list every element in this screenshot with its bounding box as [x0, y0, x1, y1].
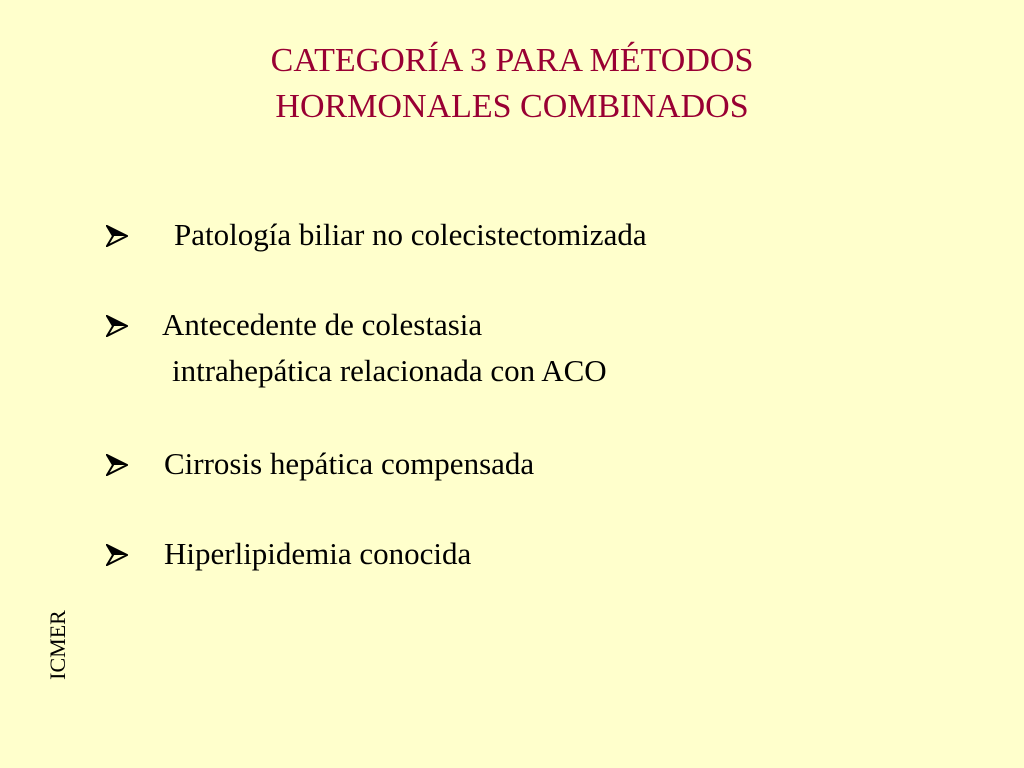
slide-title: [0, 38, 1024, 130]
bullet-text-line: Patología biliar no colecistectomizada: [174, 217, 647, 252]
slide-title-line-2: HORMONALES COMBINADOS: [275, 88, 749, 125]
bullet-text: [164, 441, 534, 487]
bullet-text: [174, 212, 647, 258]
slide-title-line-1: CATEGORÍA 3 PARA MÉTODOS: [270, 42, 754, 79]
bullet-text-line: intrahepática relacionada con ACO: [172, 353, 607, 388]
arrowhead-bullet-icon: [104, 531, 134, 577]
arrowhead-bullet-icon: [104, 441, 134, 487]
bullet-text-line: Hiperlipidemia conocida: [164, 536, 472, 571]
arrowhead-bullet-icon: [104, 212, 134, 258]
bullet-text: [162, 302, 607, 394]
side-label: [40, 595, 76, 695]
bullet-text: [164, 531, 471, 577]
arrowhead-bullet-icon: [104, 302, 134, 348]
bullet-text-line: Cirrosis hepática compensada: [164, 446, 535, 481]
bullet-text-line: Antecedente de colestasia: [162, 307, 483, 342]
side-label-text: ICMER: [45, 610, 70, 680]
